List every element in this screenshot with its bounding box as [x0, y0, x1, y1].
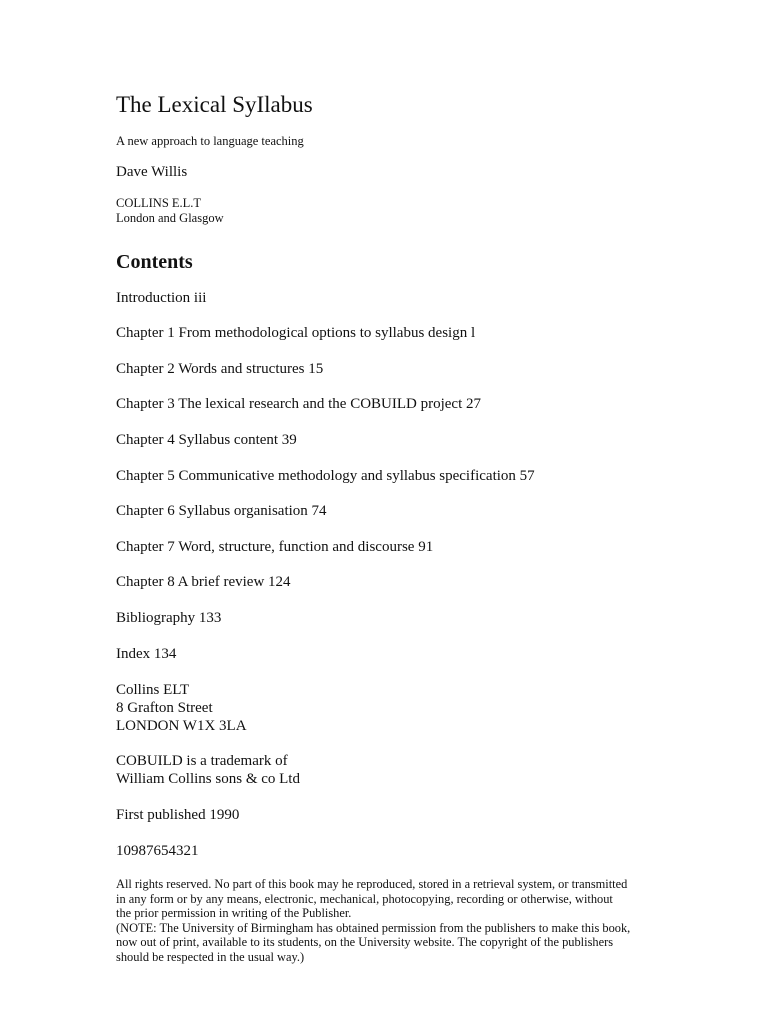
publisher-address — [116, 681, 247, 735]
toc-item-chapter-6: Chapter 6 Syllabus organisation 74 — [116, 503, 327, 519]
toc-item-introduction: Introduction iii — [116, 290, 207, 306]
toc-item-chapter-5: Chapter 5 Communicative methodology and syllabus specification 57 — [116, 468, 535, 484]
trademark-notice — [116, 752, 300, 788]
toc-item-chapter-3: Chapter 3 The lexical research and the COBUILD project 27 — [116, 396, 482, 412]
legal-line: now out of print, available to its students, on the University website. The copyright of the publishers — [116, 935, 614, 950]
toc-item-chapter-2: Chapter 2 Words and structures 15 — [116, 361, 324, 377]
toc-item-index: Index 134 — [116, 646, 177, 662]
book-title: The Lexical SyIlabus — [116, 92, 313, 117]
book-subtitle: A new approach to language teaching — [116, 134, 304, 148]
legal-line: All rights reserved. No part of this book may he reproduced, stored in a retrieval system, or transmitted — [116, 877, 628, 891]
toc-item-chapter-4: Chapter 4 Syllabus content 39 — [116, 432, 297, 448]
legal-line: (NOTE: The University of Birmingham has obtained permission from the publishers to make this book, — [116, 920, 631, 935]
book-author: Dave Willis — [116, 164, 188, 180]
contents-heading: Contents — [116, 251, 193, 273]
legal-line: the prior permission in writing of the Publisher. — [116, 906, 352, 921]
toc-item-chapter-1: Chapter 1 From methodological options to syllabus design l — [116, 325, 476, 341]
first-published: First published 1990 — [116, 807, 240, 823]
publisher-line: London and Glasgow — [116, 211, 224, 225]
publisher-line: COLLINS E.L.T — [116, 196, 202, 210]
toc-item-chapter-7: Chapter 7 Word, structure, function and discourse 91 — [116, 539, 434, 555]
address-line: LONDON W1X 3LA — [116, 718, 247, 734]
legal-line: should be respected in the usual way.) — [116, 949, 305, 964]
publisher-info — [116, 196, 224, 226]
trademark-line: COBUILD is a trademark of — [116, 753, 288, 769]
toc-item-bibliography: Bibliography 133 — [116, 610, 222, 626]
address-line: 8 Grafton Street — [116, 700, 213, 716]
copyright-notice — [116, 877, 676, 965]
print-line: 10987654321 — [116, 843, 199, 859]
legal-line: in any form or by any means, electronic, mechanical, photocopying, recording or otherwise, without — [116, 891, 613, 906]
trademark-line: William Collins sons & co Ltd — [116, 771, 300, 787]
toc-item-chapter-8: Chapter 8 A brief review 124 — [116, 574, 291, 590]
address-line: Collins ELT — [116, 682, 190, 698]
